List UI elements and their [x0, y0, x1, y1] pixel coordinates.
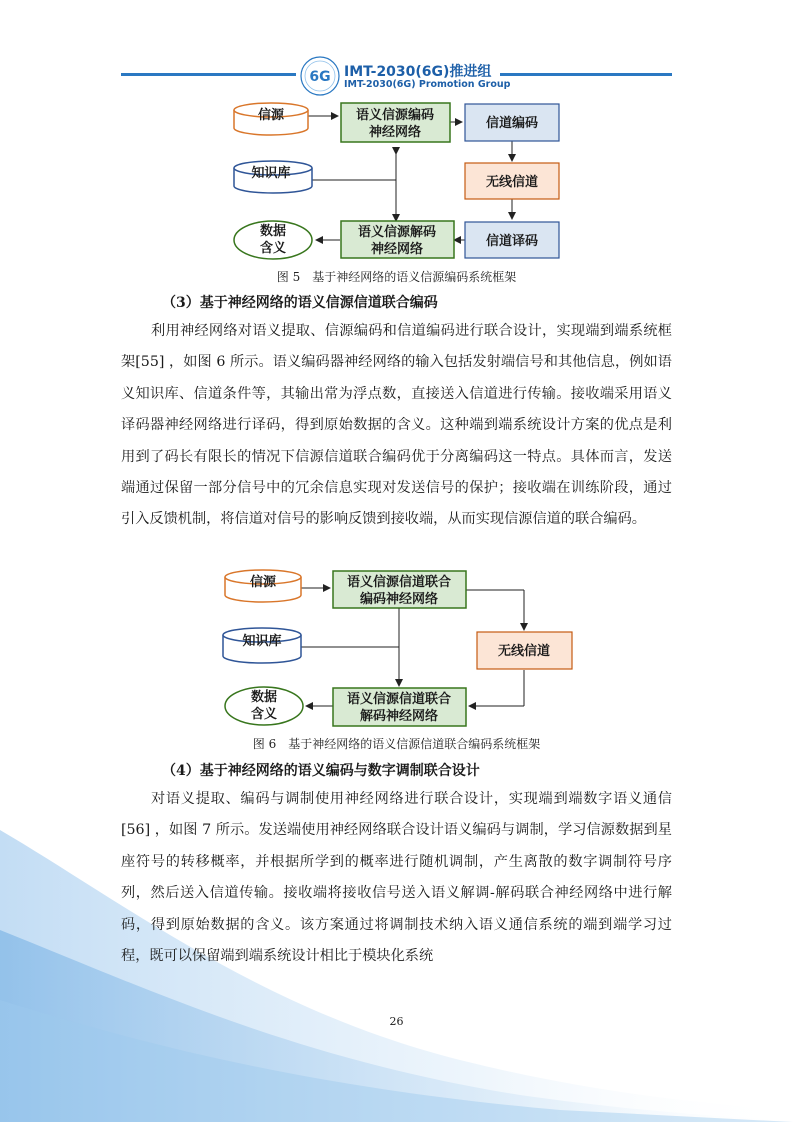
brand-title: IMT-2030(6G)推进组	[344, 64, 492, 80]
fig6-encoder-label-1: 语义信源信道联合	[346, 575, 452, 590]
fig5-semantic-encoder-nn-box	[341, 103, 450, 142]
fig6-meaning-label-2: 含义	[250, 707, 278, 722]
figure-5-diagram	[0, 98, 793, 263]
section-4-heading: （4）基于神经网络的语义编码与数字调制联合设计	[162, 763, 480, 779]
fig5-wireless-channel-label: 无线信道	[485, 175, 539, 190]
figure-5-caption: 图 5 基于神经网络的语义信源编码系统框架	[276, 270, 517, 284]
fig6-source-cylinder	[225, 570, 301, 602]
brand-subtitle: IMT-2030(6G) Promotion Group	[344, 79, 511, 90]
fig5-wireless-channel-box	[465, 163, 559, 199]
figure-6-caption: 图 6 基于神经网络的语义信源信道联合编码系统框架	[252, 737, 541, 751]
fig6-encoder-label-2: 编码神经网络	[359, 592, 439, 607]
logo-mark-text: 6G	[309, 69, 331, 85]
fig6-joint-decoder-nn-box	[333, 688, 466, 726]
fig5-meaning-label-1: 数据	[259, 224, 287, 239]
page-number: 26	[389, 1015, 404, 1028]
fig5-decoder-label-1: 语义信源解码	[357, 225, 437, 240]
fig6-decoder-label-2: 解码神经网络	[359, 709, 439, 724]
fig6-joint-encoder-nn-box	[333, 571, 466, 608]
imt-2030-logo-icon	[298, 56, 342, 96]
fig5-channel-decoding-label: 信道译码	[485, 234, 539, 249]
fig5-source-label: 信源	[257, 108, 285, 123]
section-3-paragraph: 利用神经网络对语义提取、信源编码和信道编码进行联合设计，实现端到端系统框架[55] ，如图 6 所示。语义编码器神经网络的输入包括发射端信号和其他信息，例如语义知识库、信道条件等，其输出常为浮点数，直接送入信道进行传输。接收端采用语义译码器神经网络进行译码，得到原始数据的含义。这种端到端系统设计方案的优点是利用到了码长有限长的情况下信源信道联合编码优于分离编码这一特点。具体而言，发送端通过保留一部分信号中的冗余信息实现对发送信号的保护；接收端在训练阶段，通过引入反馈机制，将信道对信号的影响反馈到接收端，从而实现信源信道的联合编码。	[121, 323, 672, 528]
fig5-meaning-label-2: 含义	[259, 241, 287, 256]
fig6-knowledge-base-label: 知识库	[242, 634, 282, 649]
section-3-heading: （3）基于神经网络的语义信源信道联合编码	[162, 295, 438, 311]
fig5-channel-encoding-label: 信道编码	[485, 116, 539, 131]
fig6-decoder-label-1: 语义信源信道联合	[346, 692, 452, 707]
header-rule-right	[500, 73, 672, 76]
fig6-data-meaning-ellipse	[225, 687, 303, 725]
fig5-knowledge-base-cylinder	[234, 161, 312, 193]
fig5-source-cylinder	[234, 103, 308, 135]
fig6-wireless-channel-box	[477, 632, 572, 669]
fig5-knowledge-base-label: 知识库	[251, 166, 291, 181]
fig5-channel-encoding-box	[465, 104, 559, 141]
fig5-data-meaning-ellipse	[234, 221, 312, 259]
fig6-knowledge-base-cylinder	[223, 628, 301, 663]
fig5-encoder-label-1: 语义信源编码	[355, 108, 435, 123]
header-rule-left	[121, 73, 296, 76]
section-4-paragraph: 对语义提取、编码与调制使用神经网络进行联合设计，实现端到端数字语义通信[56] ，如图 7 所示。发送端使用神经网络联合设计语义编码与调制，学习信源数据到星座符号的转移概率，并根据所学到的概率进行随机调制，产生离散的数字调制符号序列，然后送入信道传输。接收端将接收信号送入语义解调-解码联合神经网络中进行解码，得到原始数据的含义。该方案通过将调制技术纳入语义通信系统的端到端学习过程，既可以保留端到端系统设计相比于模块化系统	[121, 791, 672, 965]
fig6-meaning-label-1: 数据	[250, 690, 278, 705]
fig6-wireless-channel-label: 无线信道	[497, 644, 551, 659]
fig6-source-label: 信源	[249, 575, 277, 590]
fig5-decoder-label-2: 神经网络	[370, 242, 424, 257]
fig5-channel-decoding-box	[465, 222, 559, 258]
figure-6-diagram	[0, 564, 793, 730]
fig5-semantic-decoder-nn-box	[341, 221, 454, 258]
fig5-encoder-label-2: 神经网络	[368, 125, 422, 140]
